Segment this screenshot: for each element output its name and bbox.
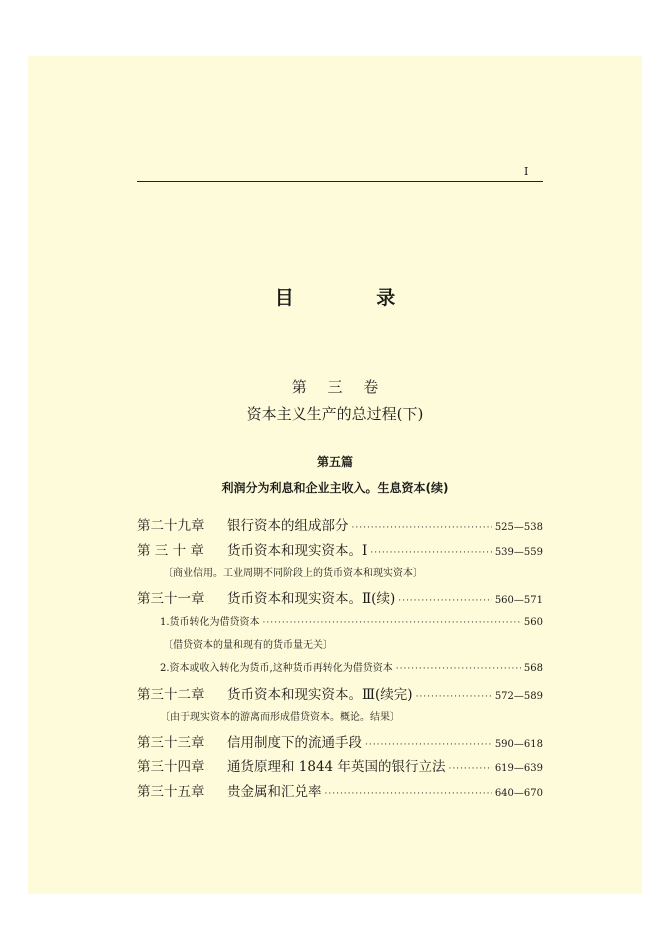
toc-entry-ch30[interactable] [137, 539, 543, 559]
leader-dots [448, 764, 491, 774]
chapter-number: 第三十一章 [137, 591, 205, 607]
leader-dots [416, 692, 492, 702]
header-rule [137, 181, 543, 182]
page-range: 560—571 [494, 595, 543, 606]
chapter-title: 货币资本和现实资本。Ⅰ [227, 543, 368, 559]
leader-dots [325, 789, 492, 799]
page-range: 525—538 [494, 522, 543, 533]
toc-title: 目 录 [274, 287, 434, 309]
chapter-note: 〔商业信用。工业周期不同阶段上的货币资本和现实资本〕 [163, 568, 423, 579]
section-page: 560 [523, 617, 543, 628]
toc-entry-ch35[interactable] [137, 780, 543, 800]
volume-subtitle: 资本主义生产的总过程(下) [246, 405, 424, 423]
chapter-title: 贵金属和汇兑率 [227, 784, 322, 800]
section-page: 568 [523, 663, 543, 674]
section-title: 1.货币转化为借贷资本 [160, 617, 260, 628]
page-range: 619—639 [494, 763, 543, 774]
toc-entry-ch32[interactable] [137, 683, 543, 703]
chapter-title: 货币资本和现实资本。Ⅲ(续完) [227, 687, 413, 703]
section-title: 2.资本或收入转化为货币,这种货币再转化为借贷资本 [160, 663, 393, 674]
volume-label: 第 三 卷 [291, 378, 387, 396]
part-subtitle: 利润分为利息和企业主收入。生息资本(续) [221, 481, 449, 495]
section-note: 〔借贷资本的量和现有的货币量无关〕 [163, 640, 333, 651]
chapter-number: 第 三 十 章 [137, 543, 204, 559]
toc-section-2[interactable] [160, 659, 543, 674]
toc-entry-ch33[interactable] [137, 731, 543, 751]
toc-entry-ch34[interactable] [137, 755, 543, 775]
chapter-title: 货币资本和现实资本。Ⅱ(续) [227, 591, 396, 607]
page-number: I [524, 165, 529, 178]
page-range: 590—618 [494, 739, 543, 750]
chapter-number: 第二十九章 [137, 518, 205, 534]
leader-dots [370, 548, 491, 558]
chapter-number: 第三十三章 [137, 735, 205, 751]
leader-dots [352, 523, 492, 533]
page-range: 539—559 [494, 547, 543, 558]
chapter-number: 第三十五章 [137, 784, 205, 800]
leader-dots [396, 664, 521, 674]
toc-entry-ch29[interactable] [137, 514, 543, 534]
chapter-title: 银行资本的组成部分 [227, 518, 349, 534]
toc-entry-ch31[interactable] [137, 587, 543, 607]
chapter-title: 信用制度下的流通手段 [227, 735, 362, 751]
part-label: 第五篇 [316, 455, 353, 469]
leader-dots [263, 618, 521, 628]
page-range: 640—670 [494, 788, 543, 799]
chapter-number: 第三十四章 [137, 759, 205, 775]
chapter-note: 〔由于现实资本的游离而形成借贷资本。概论。结果〕 [160, 712, 400, 723]
chapter-title: 通货原理和 1844 年英国的银行立法 [227, 759, 446, 775]
toc-section-1[interactable] [160, 613, 543, 628]
leader-dots [365, 740, 492, 750]
page-range: 572—589 [494, 691, 543, 702]
leader-dots [398, 596, 492, 606]
chapter-number: 第三十二章 [137, 687, 205, 703]
